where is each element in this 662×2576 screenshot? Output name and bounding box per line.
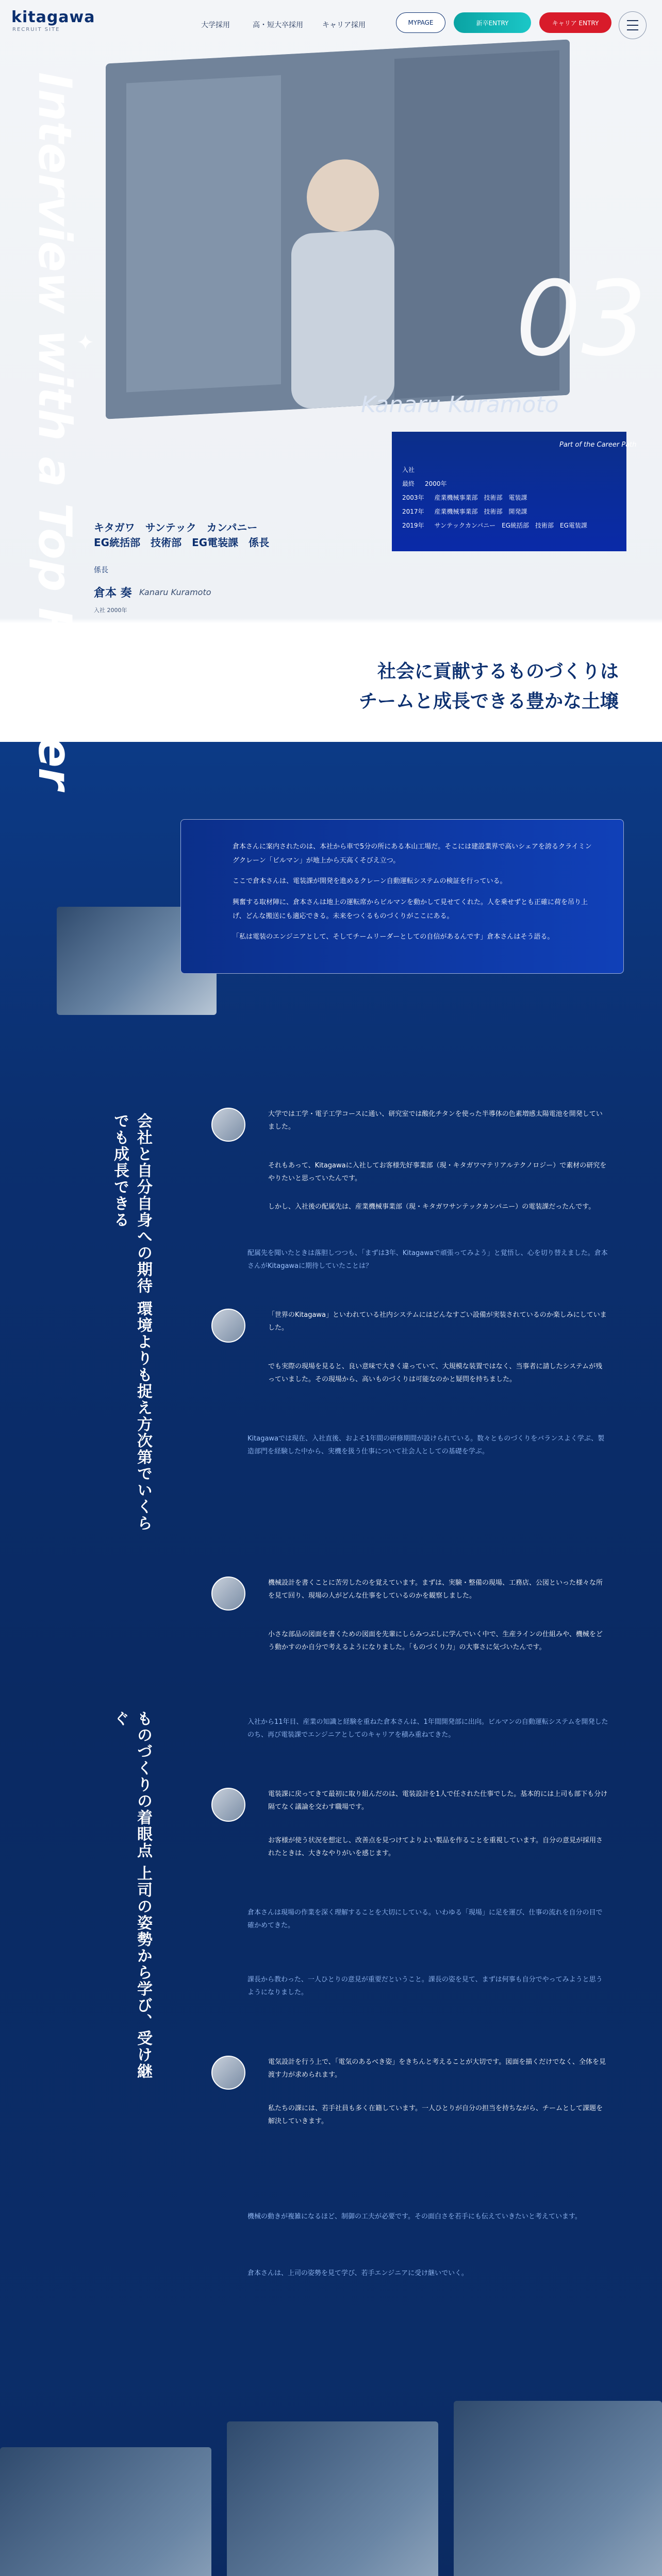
person-caption xyxy=(94,520,269,550)
body-paragraph: でも実際の現場を見ると、良い意味で大きく違っていて、大規模な装置ではなく、当事者に請したシステムが残っていました。その現場から、高いものづくりは可能なのかと疑問を持ちました。 xyxy=(268,1363,603,1384)
body-paragraph: 電装課に戻ってきて最初に取り組んだのは、電装設計を1人で任された仕事でした。基本的には上司も部下も分け隔てなく議論を交わす職場です。 xyxy=(268,1790,608,1811)
lead-heading xyxy=(289,657,619,716)
intro-paragraph: 「私は電装のエンジニアとして、そしてチームリーダーとしての自信があるんです」倉本さんはそう語る。 xyxy=(233,933,554,941)
intro-paragraph: ここで倉本さんは、電装課が開発を進めるクレーン自動運転システムの検証を行っている。 xyxy=(233,877,507,886)
profile-year: 入社 xyxy=(402,466,415,473)
section2-heading: ものづくりの着眼点 上司の姿勢から学び、受け継ぐ xyxy=(111,1710,152,2080)
profile-row xyxy=(402,518,616,532)
gallery-photo-3 xyxy=(454,2401,662,2576)
caption-line: EG統括部 技術部 EG電装課 係長 xyxy=(94,536,270,549)
body-paragraph: お客様が使う状況を想定し、改善点を見つけてよりよい製品を作ることを重視しています。自分の意見が採用されたときは、大きなやりがいを感じます。 xyxy=(268,1837,603,1858)
avatar xyxy=(211,1577,245,1611)
menu-icon-line xyxy=(627,29,638,30)
body-paragraph: 電気設計を行う上で、「電気のあるべき姿」をきちんと考えることが大切です。図面を描くだけでなく、全体を見渡す力が求められます。 xyxy=(268,2058,606,2079)
sparkle-icon: ✦ xyxy=(76,330,95,355)
menu-icon xyxy=(627,20,638,21)
body-paragraph: 「世界のKitagawa」といわれている社内システムにはどんなすごい設備が実装されているのか楽しみにしていました。 xyxy=(268,1311,607,1332)
name-roman-large: Kanaru Kuramoto xyxy=(361,392,559,418)
hero-photo-illustration xyxy=(106,39,570,419)
body-paragraph: 大学では工学・電子工学コースに通い、研究室では酸化チタンを使った半導体の色素増感太陽電池を開発していました。 xyxy=(268,1110,603,1131)
mypage-button[interactable]: MYPAGE xyxy=(396,12,445,33)
profile-text: 産業機械事業部 技術部 開発課 xyxy=(434,508,527,515)
intro-paragraph: 興奮する取材陣に、倉本さんは地上の運転席からビルマンを動かして見せてくれた。人を乗せずとも正確に荷を吊り上げ、どんな搬送にも適応できる。未来をつくるものづくりがここにある。 xyxy=(233,898,588,920)
gallery-photo-1 xyxy=(0,2447,211,2576)
site-logo[interactable]: kitagawa xyxy=(11,8,95,26)
caption-line: キタガワ サンテック カンパニー xyxy=(94,521,258,534)
question-paragraph: 倉本さんは、上司の姿勢を見て学び、若手エンジニアに受け継いでいく。 xyxy=(247,2269,468,2277)
profile-row xyxy=(402,463,616,477)
intro-paragraph: 倉本さんに案内されたのは、本社から車で5分の所にある本山工場だ。そこには建設業界で高いシェアを誇るクライミングクレーン「ビルマン」が地上から天高くそびえ立つ。 xyxy=(233,843,592,865)
profile-row xyxy=(402,477,616,490)
question-paragraph: 倉本さんは現場の作業を深く理解することを大切にしている。いわゆる「現場」に足を運び、仕事の流れを自分の目で確かめてきた。 xyxy=(247,1909,603,1930)
menu-icon-line xyxy=(627,25,638,26)
lead-line: チームと成長できる豊かな土壌 xyxy=(358,690,619,712)
profile-text: 2000年 xyxy=(425,480,447,487)
profile-text: 産業機械事業部 技術部 電装課 xyxy=(434,494,527,501)
hero-photo xyxy=(106,39,570,419)
section1-heading: 会社と自分自身への期待 環境よりも捉え方次第でいくらでも成長できる xyxy=(111,1113,152,1532)
nav-university[interactable]: 大学採用 xyxy=(201,21,230,29)
question-paragraph: 配属先を聞いたときは落胆しつつも、「まずは3年、Kitagawaで頑張ってみよう」と覚悟し、心を切り替えました。倉本さんがKitagawaに期待していたことは？ xyxy=(247,1249,608,1270)
body-paragraph: 小さな部品の図面を書くための図面を先輩にしらみつぶしに学んでいく中で、生産ラインの仕組みや、機械をどう動かすのか自分で考えるようになりました。「ものづくり力」の大事さに気づいたんです。 xyxy=(268,1631,603,1652)
nav-career[interactable]: キャリア採用 xyxy=(322,21,366,29)
profile-text: サンテックカンパニー EG統括部 技術部 EG電装課 xyxy=(434,522,587,529)
intro-box xyxy=(180,819,624,974)
interview-number: 03 xyxy=(516,259,647,379)
nav-highschool[interactable]: 高・短大卒採用 xyxy=(253,21,303,29)
profile-year: 2017年 xyxy=(402,508,424,515)
gallery-photo-2 xyxy=(227,2421,438,2576)
profile-row xyxy=(402,490,616,504)
person-role: 係長 xyxy=(94,566,108,574)
lead-line: 社会に貢献するものづくりは xyxy=(377,661,619,682)
series-label: Part of the Career Path xyxy=(559,441,637,449)
question-paragraph: Kitagawaでは現在、入社直後、およそ1年間の研修期間が設けられている。数々とものづくりをバランスよく学ぶ、製造部門を経験した中から、実機を扱う仕事について社会人としての基礎を学ぶ。 xyxy=(247,1435,605,1456)
body-paragraph: 私たちの課には、若手社員も多く在籍しています。一人ひとりが自分の担当を持ちながら、チームとして課題を解決していきます。 xyxy=(268,2105,603,2126)
body-paragraph: 機械設計を書くことに苦労したのを覚えています。まずは、実験・整備の現場、工務店、公図といった様々な所を見て回り、現場の人がどんな仕事をしているのかを観察しました。 xyxy=(268,1579,603,1600)
avatar xyxy=(211,1108,245,1142)
avatar xyxy=(211,2056,245,2090)
avatar xyxy=(211,1788,245,1822)
question-paragraph: 課長から教わった、一人ひとりの意見が重要だということ。課長の姿を見て、まずは何事も自分でやってみようと思うようになりました。 xyxy=(247,1976,603,1997)
profile-year: 2003年 xyxy=(402,494,424,501)
question-paragraph: 機械の動きが複雑になるほど、制御の工夫が必要です。その面白さを若手にも伝えていきたいと考えています。 xyxy=(247,2213,582,2221)
question-paragraph: 入社から11年目、産業の知識と経験を重ねた倉本さんは、1年間開発部に出向。ビルマンの自動運転システムを開発したのち、再び電装課でエンジニアとしてのキャリアを積み重ねてきた。 xyxy=(247,1718,608,1739)
person-name: 倉本 奏 xyxy=(94,587,132,600)
career-entry-button[interactable]: キャリア ENTRY xyxy=(539,12,611,33)
new-grad-entry-button[interactable]: 新卒ENTRY xyxy=(454,12,531,33)
body-paragraph: しかし、入社後の配属先は、産業機械事業部（現・キタガワサンテックカンパニー）の電装課だったんです。 xyxy=(268,1203,595,1211)
profile-year: 最終 xyxy=(402,480,415,487)
avatar xyxy=(211,1309,245,1343)
menu-button[interactable] xyxy=(619,11,647,39)
profile-year: 2019年 xyxy=(402,522,424,529)
body-paragraph: それもあって、Kitagawaに入社してお客様先好事業部（現・キタガワマテリアルテクノロジー）で素材の研究をやりたいと思っていたんです。 xyxy=(268,1162,607,1183)
person-name-en: Kanaru Kuramoto xyxy=(139,587,211,597)
career-profile xyxy=(392,432,626,551)
profile-row xyxy=(402,504,616,518)
site-logo-sub: RECRUIT SITE xyxy=(12,27,60,32)
hero-title: Interview with a Top Runner xyxy=(28,72,81,790)
person-joined: 入社 2000年 xyxy=(94,607,127,614)
